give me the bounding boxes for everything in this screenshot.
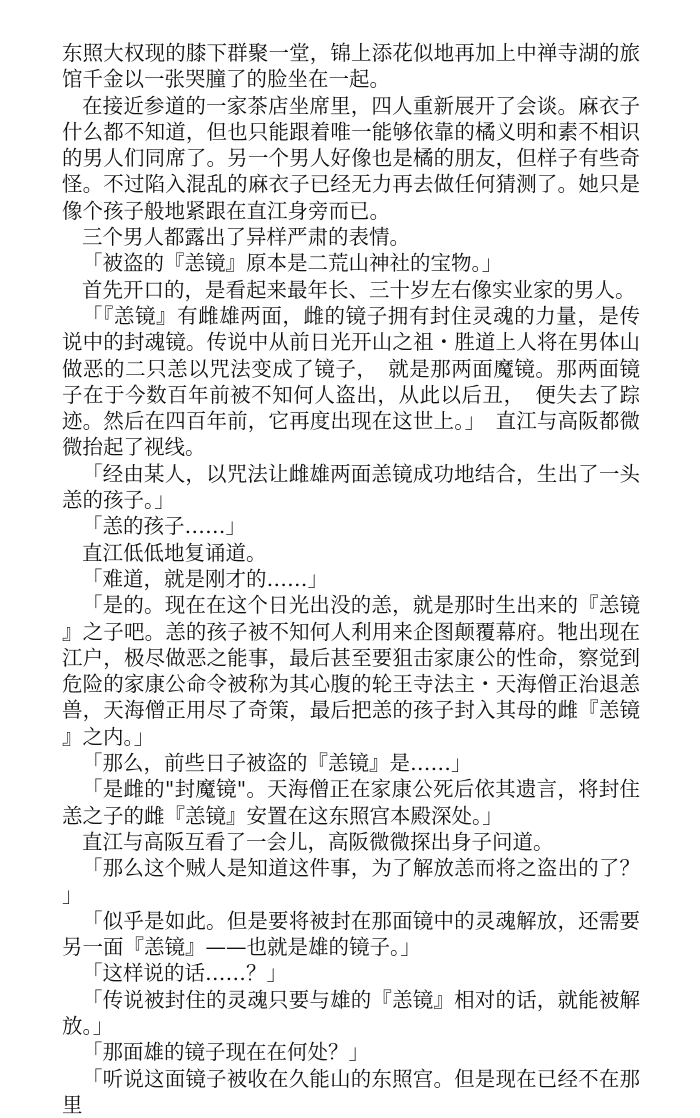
paragraph: 「难道，就是刚才的……」: [82, 566, 328, 591]
paragraph: 东照大权现的膝下群聚一堂，锦上添花似地再加上中禅寺湖的旅馆千金以一张哭朣了的脸坐在一起。: [62, 41, 640, 92]
paragraph: 首先开口的，是看起来最年长、三十岁左右像实业家的男人。: [82, 277, 636, 302]
paragraph: 在接近参道的一家茶店坐席里，四人重新展开了会谈。麻衣子什么都不知道，但也只能跟着唯一能够依靠的橘义明和素不相识的男人们同席了。另一个男人好像也是橘的朋友，但样子有些奇怪。不过陷入混乱的麻衣子已经无力再去做任何猜测了。她只是像个孩子般地紧跟在直江身旁而已。: [62, 93, 640, 223]
paragraph: 「似乎是如此。但是要将被封在那面镜中的灵魂解放，还需要另一面『恙镜』——也就是雄的镜子。」: [62, 908, 640, 960]
paragraph: 「是的。现在在这个日光出没的恙，就是那时生出来的『恙镜』之子吧。恙的孩子被不知何人利用来企图颠覆幕府。牠出现在江户，极尽做恶之能事，最后甚至要狙击家康公的性命，察觉到危险的家康公命令被称为其心腹的轮王寺法主・天海僧正治退恙兽，天海僧正用尽了奇策，最后把恙的孩子封入其母的雌『恙镜』之内。」: [62, 593, 640, 749]
paragraph: 「听说这面镜子被收在久能山的东照宫。但是现在已经不在那里: [62, 1066, 640, 1117]
paragraph: 「恙的孩子……」: [82, 514, 246, 539]
paragraph: 「是雌的"封魔镜"。天海僧正在家康公死后依其遗言，将封住恙之子的雌『恙镜』安置在这东照宫本殿深处。」: [62, 777, 640, 828]
paragraph: 「被盗的『恙镜』原本是二荒山神社的宝物。」: [82, 251, 503, 276]
paragraph: 直江与高阪互看了一会儿，高阪微微探出身子问道。: [82, 829, 554, 854]
paragraph: 「那么这个贼人是知道这件事，为了解放恙而将之盗出的了？」: [62, 856, 640, 907]
paragraph: 「传说被封住的灵魂只要与雄的『恙镜』相对的话，就能被解放。」: [62, 987, 640, 1038]
document-page: [62, 40, 640, 1118]
paragraph: 「那面雄的镜子现在在何处？」: [82, 1040, 369, 1065]
paragraph: 「『恙镜』有雌雄两面，雌的镜子拥有封住灵魂的力量，是传说中的封魂镜。传说中从前日光开山之祖・胜道上人将在男体山做恶的二只恙以咒法变成了镜子， 就是那两面魔镜。那两面镜子在于今数百年前被不知何人盗出，从此以后丑， 便失去了踪迹。然后在四百年前，它再度出现在这世上。」 直江与高阪都微微抬起了视线。: [62, 303, 640, 460]
paragraph: 「经由某人，以咒法让雌雄两面恙镜成功地结合，生出了一头恙的孩子。」: [62, 461, 640, 513]
paragraph: 「这样说的话……？」: [82, 961, 287, 986]
paragraph: 直江低低地复诵道。: [82, 540, 267, 565]
paragraph: 三个男人都露出了异样严肃的表情。: [82, 225, 410, 250]
paragraph: 「那么，前些日子被盗的『恙镜』是……」: [82, 751, 472, 776]
